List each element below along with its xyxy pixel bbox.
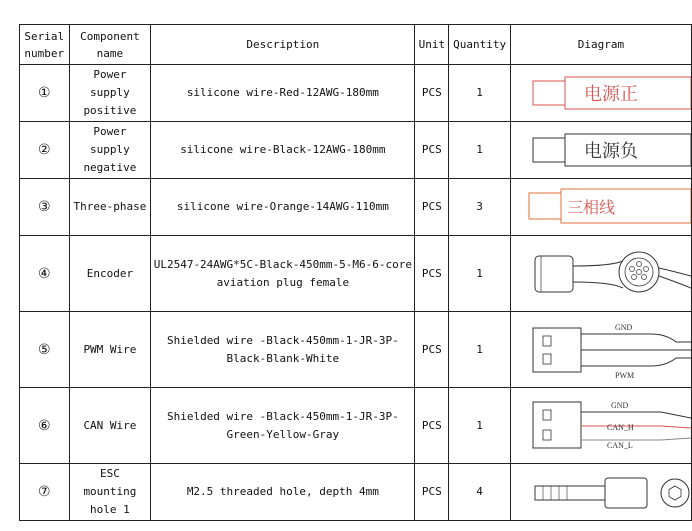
unit-cell: PCS xyxy=(415,122,449,179)
table-row xyxy=(20,312,692,388)
diagram-cell xyxy=(510,65,691,122)
serial-cell: ④ xyxy=(20,236,70,312)
pwm-label: PWM xyxy=(614,371,635,380)
diagram-cell xyxy=(510,179,691,236)
unit-cell: PCS xyxy=(415,388,449,464)
description-cell: M2.5 threaded hole, depth 4mm xyxy=(151,464,415,521)
component-cell: ESC mounting hole 1 xyxy=(69,464,151,521)
gnd-label: GND xyxy=(610,401,629,410)
header-serial: Serial number xyxy=(20,25,70,65)
gnd-label: GND xyxy=(614,323,633,332)
table-row xyxy=(20,65,692,122)
orange-wire-with-label xyxy=(511,179,691,235)
diagram-cell xyxy=(510,464,691,521)
unit-cell: PCS xyxy=(415,464,449,521)
component-cell: PWM Wire xyxy=(69,312,151,388)
header-quantity: Quantity xyxy=(449,25,511,65)
quantity-cell: 3 xyxy=(449,179,511,236)
aviation-plug-icon xyxy=(511,236,691,311)
diagram-cell xyxy=(510,388,691,464)
table-row xyxy=(20,236,692,312)
diagram-label: 电源正 xyxy=(583,84,638,105)
unit-cell: PCS xyxy=(415,312,449,388)
serial-cell: ① xyxy=(20,65,70,122)
quantity-cell: 4 xyxy=(449,464,511,521)
quantity-cell: 1 xyxy=(449,65,511,122)
jr-connector-icon xyxy=(511,388,691,463)
unit-cell: PCS xyxy=(415,65,449,122)
description-cell: Shielded wire -Black-450mm-1-JR-3P-Black-Blank-White xyxy=(151,312,415,388)
serial-cell: ⑦ xyxy=(20,464,70,521)
jr-connector-icon xyxy=(511,312,691,387)
quantity-cell: 1 xyxy=(449,312,511,388)
serial-cell: ⑤ xyxy=(20,312,70,388)
quantity-cell: 1 xyxy=(449,236,511,312)
serial-cell: ③ xyxy=(20,179,70,236)
description-cell: silicone wire-Orange-14AWG-110mm xyxy=(151,179,415,236)
component-cell: Power supply positive xyxy=(69,65,151,122)
screw-icon xyxy=(511,464,691,520)
black-wire-with-label xyxy=(511,122,691,178)
diagram-cell xyxy=(510,312,691,388)
table-row xyxy=(20,464,692,521)
serial-cell: ⑥ xyxy=(20,388,70,464)
red-wire-with-label xyxy=(511,65,691,121)
component-cell: Power supply negative xyxy=(69,122,151,179)
header-unit: Unit xyxy=(415,25,449,65)
component-cell: Encoder xyxy=(69,236,151,312)
table-header-row xyxy=(20,25,692,65)
diagram-label: 电源负 xyxy=(583,141,638,162)
component-cell: CAN Wire xyxy=(69,388,151,464)
header-description: Description xyxy=(151,25,415,65)
table-row xyxy=(20,122,692,179)
diagram-cell xyxy=(510,236,691,312)
component-table xyxy=(19,24,692,521)
description-cell: UL2547-24AWG*5C-Black-450mm-5-M6-6-core aviation plug female xyxy=(151,236,415,312)
can-h-label: CAN_H xyxy=(606,423,634,432)
quantity-cell: 1 xyxy=(449,388,511,464)
component-cell: Three-phase xyxy=(69,179,151,236)
can-l-label: CAN_L xyxy=(606,441,633,450)
header-diagram: Diagram xyxy=(510,25,691,65)
description-cell: silicone wire-Red-12AWG-180mm xyxy=(151,65,415,122)
unit-cell: PCS xyxy=(415,179,449,236)
serial-cell: ② xyxy=(20,122,70,179)
table-row xyxy=(20,179,692,236)
description-cell: silicone wire-Black-12AWG-180mm xyxy=(151,122,415,179)
quantity-cell: 1 xyxy=(449,122,511,179)
unit-cell: PCS xyxy=(415,236,449,312)
header-component: Component name xyxy=(69,25,151,65)
table-row xyxy=(20,388,692,464)
diagram-cell xyxy=(510,122,691,179)
diagram-label: 三相线 xyxy=(566,198,615,217)
description-cell: Shielded wire -Black-450mm-1-JR-3P-Green-Yellow-Gray xyxy=(151,388,415,464)
